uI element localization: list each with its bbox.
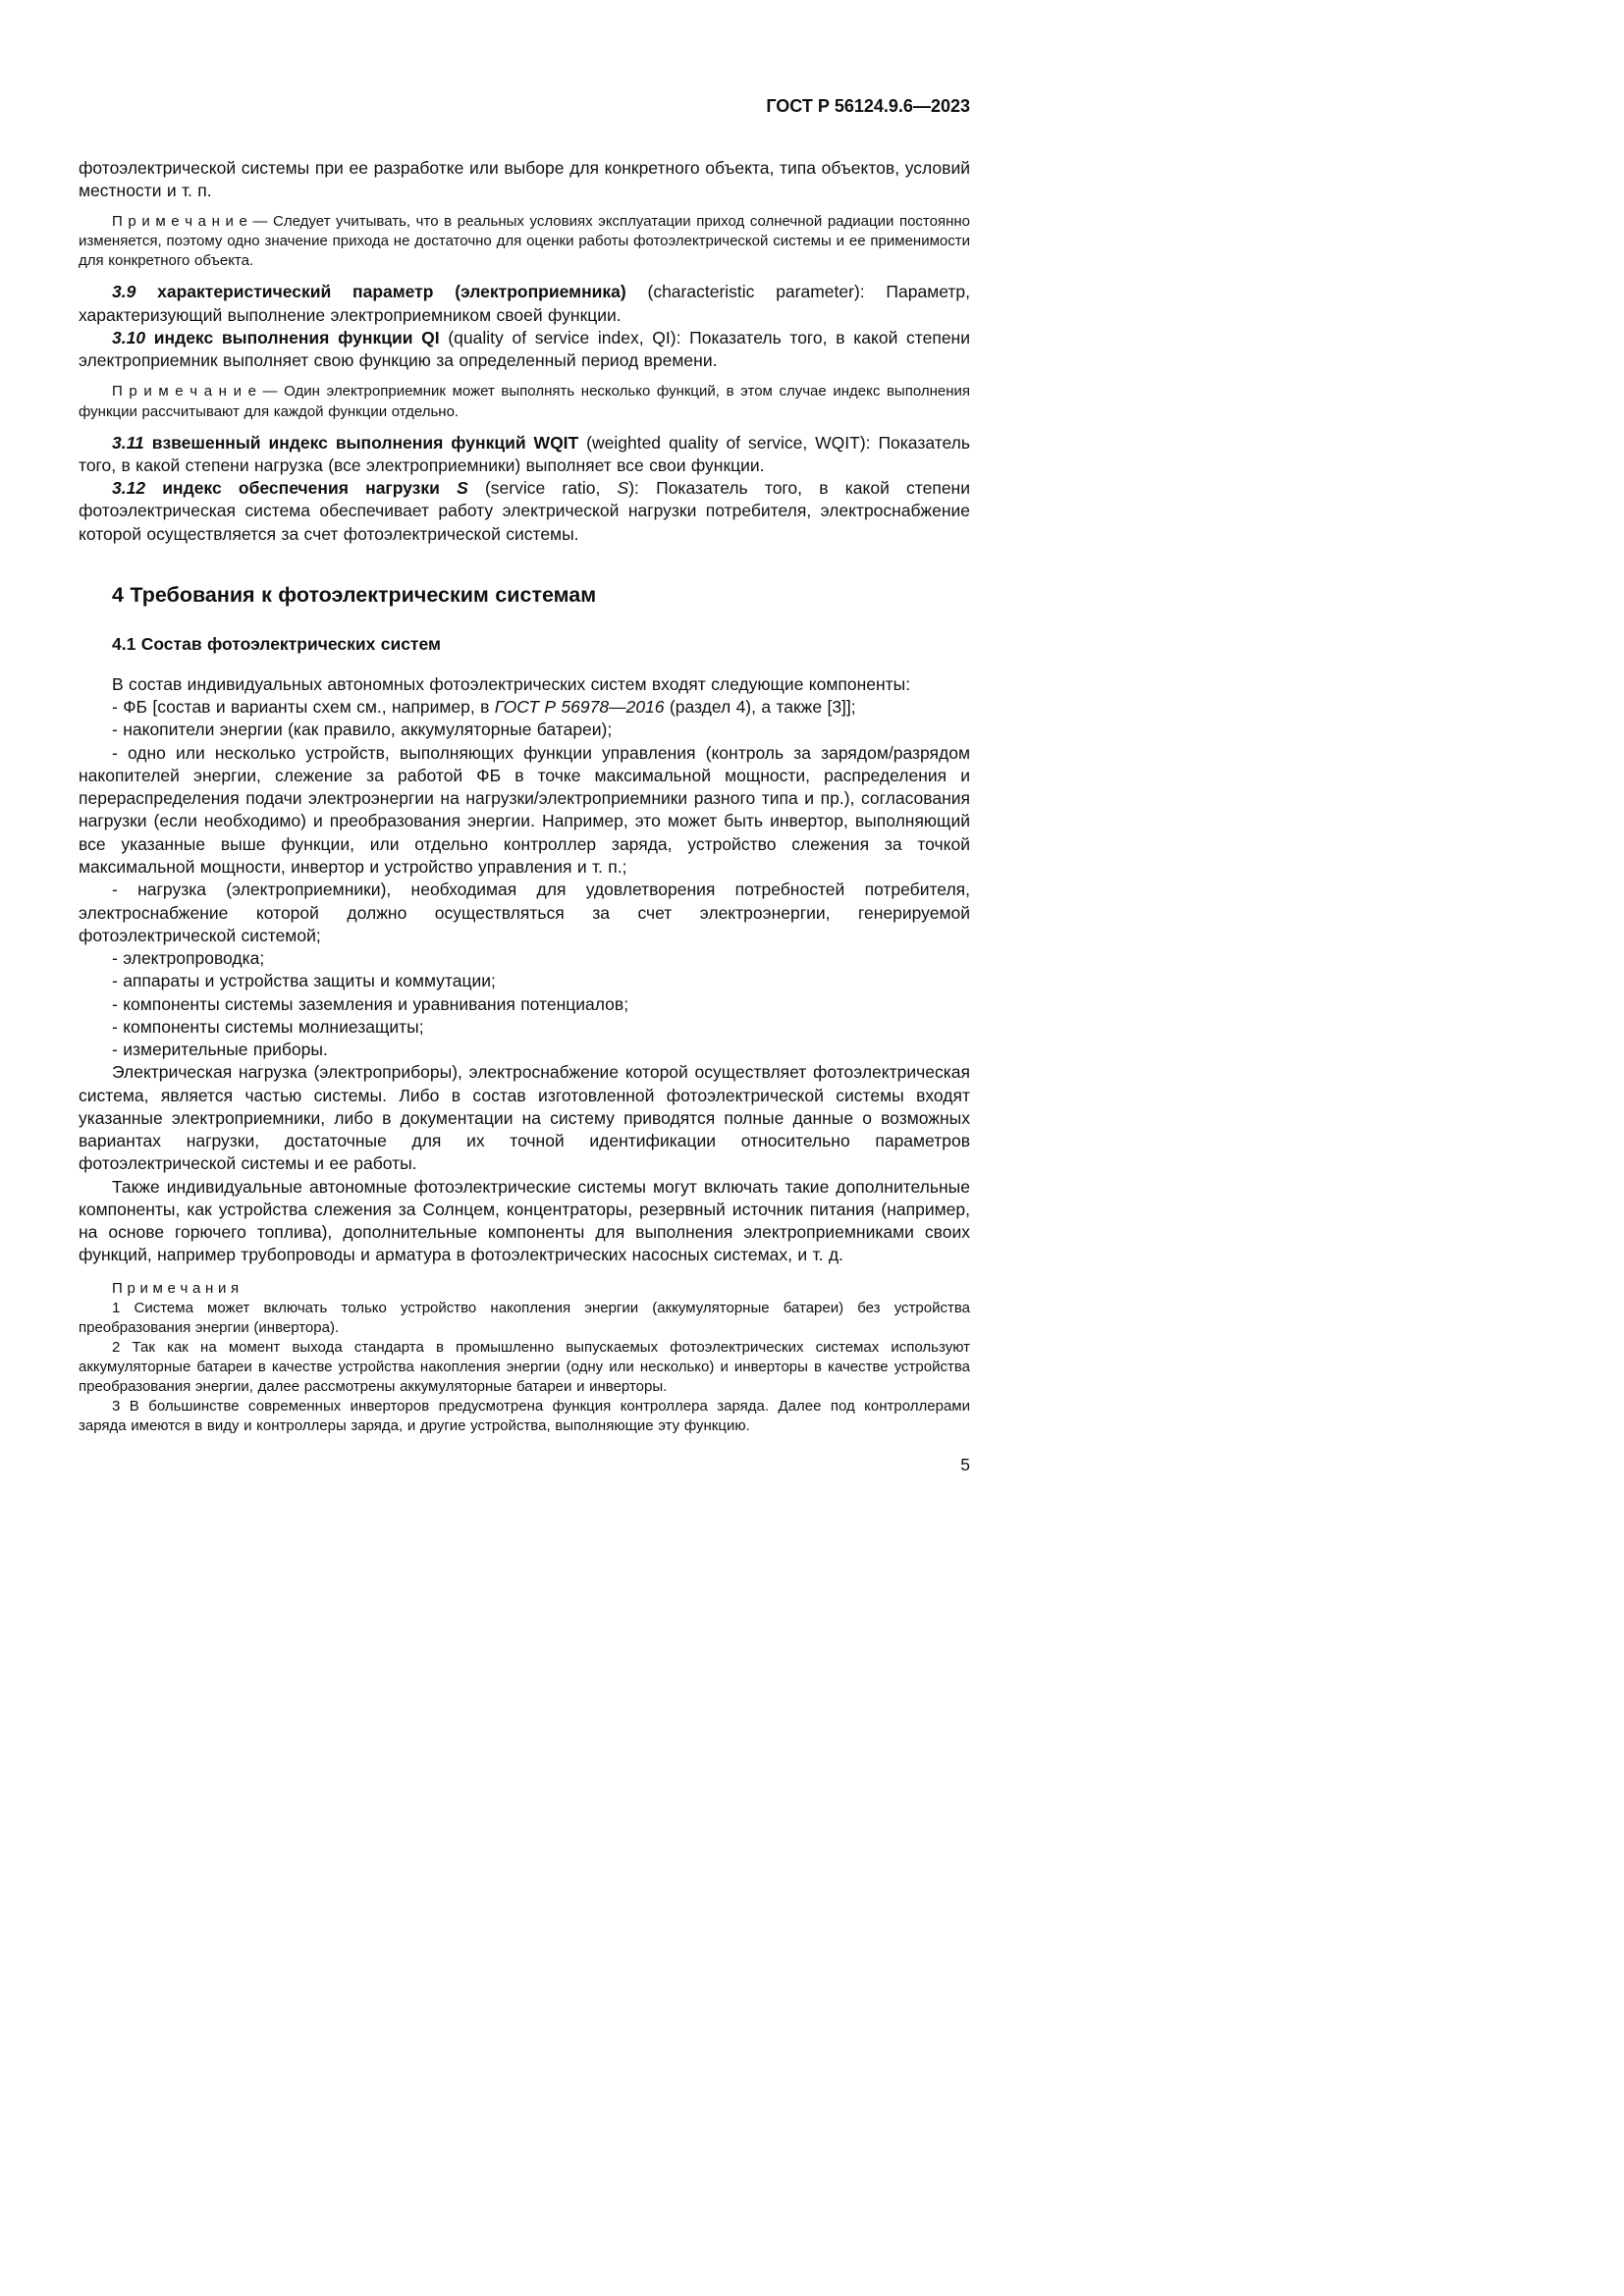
term-definition — [79, 281, 970, 327]
paragraph-continuation — [79, 157, 970, 203]
text-run: 4.1 Состав фотоэлектрических систем — [112, 633, 441, 654]
paragraph — [79, 1039, 970, 1061]
text-run: 4 Требования к фотоэлектрическим системам — [112, 582, 597, 607]
text-run: ): Показатель того, в какой степени фотоэлектрическая система обеспечивает работу электрической нагрузки потребителя, электроснабжение которой осуществляется за счет фотоэлектрической системы. — [79, 478, 970, 544]
text-run: 3.9 — [112, 282, 158, 302]
text-run: индекс выполнения функции QI — [153, 327, 449, 347]
term-definition — [79, 432, 970, 478]
paragraph — [79, 1061, 970, 1175]
paragraph — [79, 696, 970, 719]
document-content — [79, 157, 970, 1437]
text-run: 2 Так как на момент выхода стандарта в промышленно выпускаемых фотоэлектрических системах используют аккумуляторные батареи в качестве устройства накопления энергии (одну или несколько) и инверторы в качестве устройства преобразования энергии, далее рассмотрены аккумуляторные батареи и инверторы. — [79, 1339, 970, 1396]
term-definition — [79, 477, 970, 546]
note-item — [79, 1397, 970, 1436]
paragraph — [79, 719, 970, 741]
text-run: - аппараты и устройства защиты и коммутации; — [112, 971, 496, 991]
text-run: 3.12 — [112, 478, 163, 499]
text-run: - компоненты системы молниезащиты; — [112, 1016, 424, 1037]
text-run: (service ratio, — [467, 478, 618, 499]
text-run: 3.11 — [112, 432, 152, 453]
subsection-heading — [79, 633, 970, 656]
text-run: индекс обеспечения нагрузки — [162, 478, 458, 499]
note — [79, 382, 970, 421]
text-run: фотоэлектрической системы при ее разработке или выборе для конкретного объекта, типа объектов, условий местности и т. п. — [79, 157, 970, 200]
document-text-block — [79, 96, 970, 1475]
text-run: 3 В большинстве современных инверторов предусмотрена функция контроллера заряда. Далее под контроллерами заряда имеются в виду и контроллеры заряда, и другие устройства, выполняющие эту функцию. — [79, 1398, 970, 1435]
note — [79, 212, 970, 271]
text-run: Электрическая нагрузка (электроприборы), электроснабжение которой осуществляет фотоэлектрическая система, является частью системы. Либо в состав изготовленной фотоэлектрической системы входят указанные электроприемники, либо в документации на систему приводятся полные данные о возможных вариантах нагрузки, достаточные для их точной идентификации относительно параметров фотоэлектрической системы и ее работы. — [79, 1062, 970, 1174]
text-run: характеристический параметр (электроприемника) — [157, 282, 648, 302]
text-run: (раздел 4), а также [3]]; — [664, 697, 856, 718]
text-run: S — [457, 478, 468, 499]
text-run: S — [617, 478, 629, 499]
paragraph — [79, 947, 970, 970]
text-run: П р и м е ч а н и я — [112, 1279, 240, 1297]
text-run: - накопители энергии (как правило, аккумуляторные батареи); — [112, 720, 613, 740]
notes-title — [79, 1279, 970, 1299]
paragraph — [79, 1176, 970, 1267]
text-run: Также индивидуальные автономные фотоэлектрические системы могут включать такие дополнительные компоненты, как устройства слежения за Солнцем, концентраторы, резервный источник питания (например, на основе горючего топлива), дополнительные компоненты для выполнения электроприемниками своих функций, например трубопроводы и арматура в фотоэлектрических насосных системах, и т. д. — [79, 1176, 970, 1265]
text-run: - измерительные приборы. — [112, 1040, 328, 1060]
text-run: - компоненты системы заземления и уравнивания потенциалов; — [112, 993, 629, 1014]
paragraph — [79, 742, 970, 880]
paragraph — [79, 1016, 970, 1039]
text-run: 1 Система может включать только устройство накопления энергии (аккумуляторные батареи) без устройства преобразования энергии (инвертора). — [79, 1299, 970, 1336]
text-run: - одно или несколько устройств, выполняющих функции управления (контроль за зарядом/разрядом накопителей энергии, слежение за работой ФБ в точке максимальной мощности, распределения и перераспределения подачи электроэнергии на нагрузки/электроприемники разного типа и пр.), согласования нагрузки (если необходимо) и преобразования энергии. Например, это может быть инвертор, выполняющий все указанные выше функции, или отдельно контроллер заряда, устройство слежения за точкой максимальной мощности, инвертор и устройство управления и т. п.; — [79, 742, 970, 877]
paragraph — [79, 673, 970, 696]
text-run: взвешенный индекс выполнения функций WQIT — [151, 432, 587, 453]
page-number: 5 — [960, 1454, 970, 1474]
text-run: ГОСТ Р 56978—2016 — [494, 697, 665, 718]
doc-number: ГОСТ Р 56124.9.6—2023 — [766, 96, 970, 116]
text-run: (characteristic parameter): Параметр, характеризующий выполнение электроприемником своей функции. — [79, 282, 970, 325]
note-item — [79, 1299, 970, 1338]
page-footer — [79, 1455, 970, 1475]
text-run: П р и м е ч а н и е — Один электроприемник может выполнять несколько функций, в этом случае индекс выполнения функции рассчитывают для каждой функции отдельно. — [79, 383, 970, 420]
text-run: - ФБ [состав и варианты схем см., например, в — [112, 697, 495, 718]
text-run: 3.10 — [112, 327, 154, 347]
section-heading — [79, 581, 970, 610]
page-header — [79, 96, 970, 118]
text-run: - нагрузка (электроприемники), необходимая для удовлетворения потребностей потребителя, электроснабжение которой должно осуществляться за счет электроэнергии, генерируемой фотоэлектрической системой; — [79, 880, 970, 945]
note-item — [79, 1338, 970, 1397]
paragraph — [79, 879, 970, 947]
term-definition — [79, 327, 970, 373]
text-run: В состав индивидуальных автономных фотоэлектрических систем входят следующие компоненты: — [112, 673, 911, 694]
text-run: - электропроводка; — [112, 948, 265, 969]
text-run: П р и м е ч а н и е — Следует учитывать, что в реальных условиях эксплуатации приход солнечной радиации постоянно изменяется, поэтому одно значение прихода не достаточно для оценки работы фотоэлектрической системы и ее применимости для конкретного объекта. — [79, 213, 970, 270]
text-run: (quality of service index, QI): Показатель того, в какой степени электроприемник выполняет свою функцию за определенный период времени. — [79, 327, 970, 371]
text-run: (weighted quality of service, WQIT): Показатель того, в какой степени нагрузка (все электроприемники) выполняет все свои функции. — [79, 432, 971, 475]
paragraph — [79, 993, 970, 1016]
paragraph — [79, 970, 970, 992]
